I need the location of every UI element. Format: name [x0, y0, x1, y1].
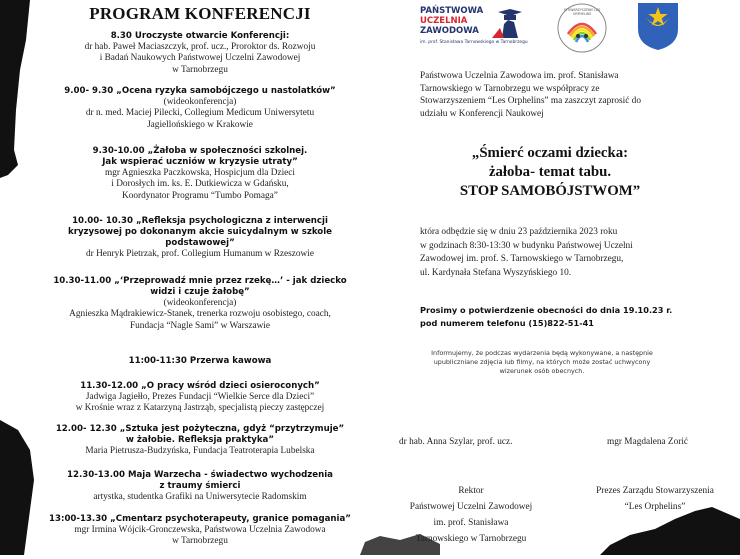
- orphelins-logo: [556, 2, 608, 54]
- session-opening: 8.30 Uroczyste otwarcie Konferencji: dr hab. Paweł Maciaszczyk, prof. ucz., Proroktor ds. Rozwoju i Badań Naukowych Państwowej Uczelni Zawodowej w Tarnobrzegu: [84, 31, 316, 75]
- puz-emblem-icon: [490, 8, 522, 38]
- puz-logo: [420, 6, 540, 48]
- session-trauma-testimony: 12.30-13.00 Maja Warzecha - świadectwo wychodzenia z traumy śmierci artystka, studentka Grafiki na Uniwersytecie Radomskim: [67, 470, 333, 502]
- signature-right-role: Prezes Zarządu Stowarzyszenia “Les Orphelins”: [596, 486, 714, 512]
- puz-logo-line2: UCZELNIA: [420, 16, 468, 26]
- puz-logo-line1: PAŃSTWOWA: [420, 6, 484, 16]
- orphelins-logo-text: STOWARZYSZENIE LES ORPHELINS: [563, 8, 601, 16]
- session-child-grief: 10.30-11.00 „‘Przeprowadź mnie przez rzekę…’ - jak dziecko widzi i czuje żałobę” (wideokonferencja) Agnieszka Mądrakiewicz-Stanek, trenerka rozwoju osobistego, coach, Fundacja “Nagle Sami” w Warszawie: [53, 276, 347, 331]
- session-art-therapy: 12.00- 12.30 „Sztuka jest pożyteczna, gdyż “przytrzymuje” w żałobie. Refleksja praktyka” Maria Pietrusza-Budzyńska, Fundacja Teatroterapia Lubelska: [55, 424, 345, 456]
- tarnobrzeg-coat-of-arms-icon: [636, 1, 680, 51]
- puz-logo-subtitle: im. prof. Stanisława Tarnowskiego w Tarnobrzegu: [420, 40, 528, 45]
- signature-left-name: dr hab. Anna Szylar, prof. ucz.: [399, 437, 513, 447]
- session-psychotherapist-cemetery: 13:00-13.30 „Cmentarz psychoterapeuty, granice pomagania” mgr Irmina Wójcik-Gronczewska, Państwowa Uczelnia Zawodowa w Tarnobrzegu: [49, 514, 351, 547]
- signature-right-name: mgr Magdalena Zorić: [607, 437, 689, 447]
- program-title: PROGRAM KONFERENCJI: [89, 4, 311, 23]
- session-suicide-risk: 9.00- 9.30 „Ocena ryzyka samobójczego u nastolatków” (wideokonferencja) dr n. med. Maciej Pilecki, Collegium Medicum Uniwersytetu Jagiellońskiego w Krakowie: [64, 86, 336, 130]
- session-crisis-intervention: 10.00- 10.30 „Refleksja psychologiczna z interwencji kryzysowej po dokonanym akcie suicydalnym w szkole podstawowej” dr Henryk Pietrzak, prof. Collegium Humanum w Rzeszowie: [68, 216, 332, 259]
- rsvp-note: Prosimy o potwierdzenie obecności do dnia 19.10.23 r. pod numerem telefonu (15)822-51-41: [420, 305, 673, 328]
- conference-title: „Śmierć oczami dziecka: żałoba- temat tabu. STOP SAMOBÓJSTWOM”: [459, 145, 641, 199]
- signature-left-role: Rektor Państwowej Uczelni Zawodowej im. prof. Stanisława Tarnowskiego w Tarnobrzegu: [409, 486, 533, 544]
- photo-consent-notice: Informujemy, że podczas wydarzenia będą wykonywane, a następnie upubliczniane zdjęcia lub filmy, na których może zostać uchwycony wizerunek osób obecnych.: [431, 349, 653, 375]
- left-edge-silhouette: [0, 0, 40, 555]
- session-orphaned-children: 11.30-12.00 „O pracy wśród dzieci osieroconych” Jadwiga Jagiełło, Prezes Fundacji “Wielkie Serce dla Dzieci” w Krośnie wraz z Katarzyną Jastrząb, specjalistą pieczy zastępczej: [75, 381, 325, 414]
- session-coffee-break: 11:00-11:30 Przerwa kawowa: [128, 356, 272, 366]
- event-details: która odbędzie się w dniu 23 października 2023 roku w godzinach 8:30-13:30 w budynku Państwowej Uczelni Zawodowej im. prof. S. Tarnowskiego w Tarnobrzegu, ul. Kardynała Stefana Wyszyńskiego 10.: [420, 227, 633, 278]
- session-school-grief: 9.30-10.00 „Żałoba w społeczności szkolnej. Jak wspierać uczniów w kryzysie utraty” mgr Agnieszka Paczkowska, Hospicjum dla Dzieci i Dorosłych im. ks. E. Dutkiewicza w Gdańsku, Koordynator Programu “Tumbo Pomaga”: [92, 146, 308, 201]
- puz-logo-line3: ZAWODOWA: [420, 26, 479, 36]
- intro-paragraph: Państwowa Uczelnia Zawodowa im. prof. Stanisława Tarnowskiego w Tarnobrzegu we współpracy ze Stowarzyszeniem “Les Orphelins” ma zaszczyt zaprosić do udziału w Konferencji Naukowej: [420, 71, 641, 119]
